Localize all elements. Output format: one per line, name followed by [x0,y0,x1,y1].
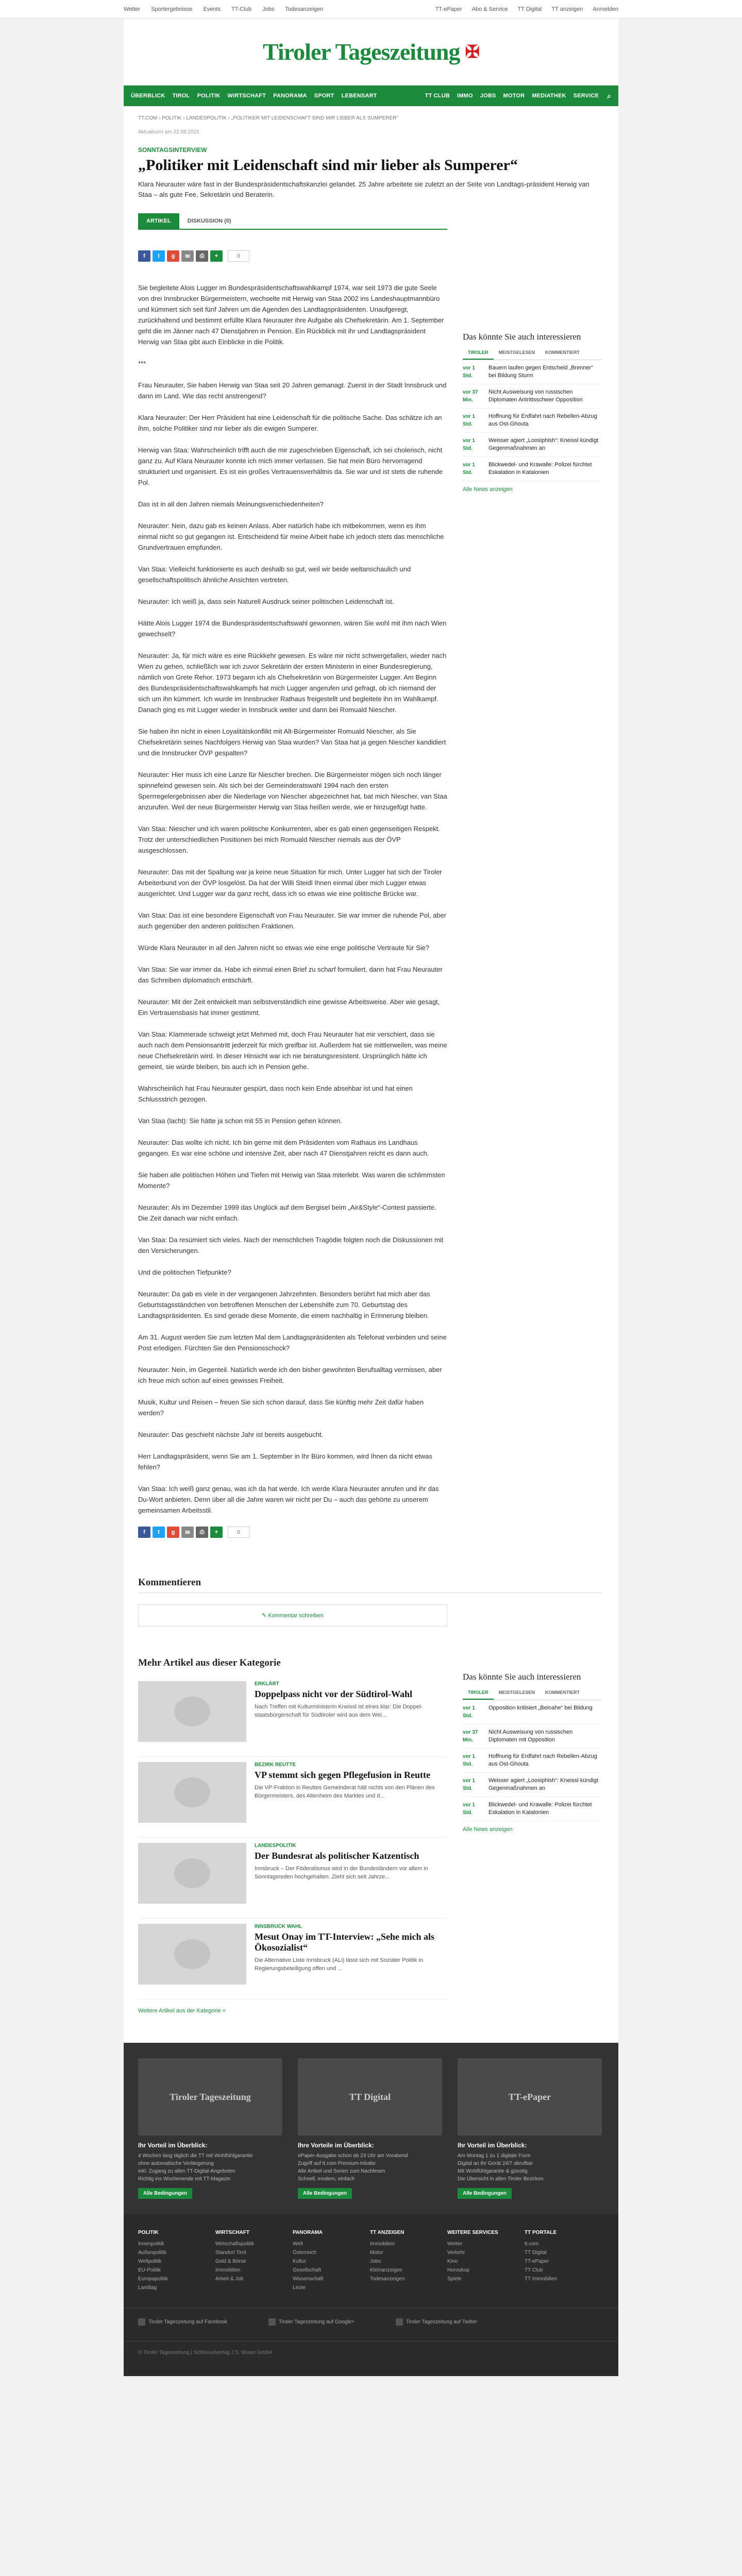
article-paragraph: Herr Landtagspräsident, wenn Sie am 1. September in Ihr Büro kommen, wird Ihnen da nicht etwas fehlen? [138,1452,432,1471]
article-thumbnail[interactable] [138,1843,246,1904]
nav-item[interactable]: TT CLUB [425,93,450,99]
promo-column [138,2058,282,2199]
promo-button[interactable]: Alle Bedingungen [138,2188,192,2199]
sidebar-news-item[interactable] [463,1749,602,1773]
sidebar-news-item[interactable] [463,360,602,384]
nav-item[interactable]: IMMO [457,93,473,99]
article-body [138,282,447,1516]
footer-link[interactable]: EU-Politik [138,2267,161,2273]
promo-benefits [458,2152,602,2183]
sidebar-tab[interactable]: MEISTGELESEN [498,350,535,355]
email-icon[interactable]: ✉ [181,1527,194,1538]
related-teaser: Innsbruck – Der Föderalismus wird in der Bundesländern vor allem in Sonntagsreden hochgehalten. Zieht sich seit Jahrze... [255,1866,428,1880]
sidebar-tab[interactable]: MEISTGELESEN [498,1690,535,1695]
print-icon[interactable]: ⎙ [196,250,208,262]
article-paragraph: Herwig van Staa: Wahrscheinlich trifft auch die mir zugeschrieben Eigenschaft, ich sei cholerisch, nicht ganz zu. Auf Klara Neurauter konnte ich mich immer verlassen. Sie hat mein Büro hervorragend strukturiert und organisiert. Es ist ein großes Vertrauensverhältnis da. Sie war und ist stets die ruhende Pol. [138,446,443,486]
footer-link[interactable]: Gesellschaft [293,2267,322,2273]
utility-link[interactable]: TT anzeigen [551,6,583,12]
footer-link[interactable]: Immobilien [215,2267,241,2273]
footer-link[interactable]: Kultur [293,2259,307,2264]
promo-benefit: Schnell, modern, einfach [298,2176,355,2182]
footer-link[interactable]: Wissenschaft [293,2276,324,2282]
sidebar-title: Das könnte Sie auch interessieren [463,1672,581,1682]
sidebar-news-item[interactable] [463,1773,602,1797]
news-headline: Nicht Ausweisung von russischen Diplomaten mit Opposition [488,1729,573,1743]
print-icon[interactable]: ⎙ [196,1527,208,1538]
promo-button[interactable]: Alle Bedingungen [458,2188,512,2199]
footer-link[interactable]: TT Digital [525,2250,547,2256]
footer-column-title[interactable]: PANORAMA [293,2230,323,2235]
article-thumbnail[interactable] [138,1681,246,1742]
facebook-link[interactable] [138,2318,227,2326]
article-paragraph: Van Staa: Das ist eine besondere Eigenschaft von Frau Neurauter. Sie war immer die ruhende Pol, aber auch gegenüber den anderen politischen Fraktionen. [138,911,447,930]
promo-benefit: Am Montag 1 zu 1 digitale Form [458,2153,531,2159]
footer-navigation [124,2214,618,2308]
article-paragraph: Neurauter: Ich weiß ja, dass sein Naturell Ausdruck seiner politischen Leidenschaft ist. [138,598,394,605]
related-layout [124,1626,618,2022]
article-paragraph: Musik, Kultur und Reisen – freuen Sie sich schon darauf, dass Sie künftig mehr Zeit dafür haben werden? [138,1398,424,1417]
footer-link[interactable]: Horoskop [447,2267,469,2273]
sidebar-more-link[interactable]: Alle News anzeigen [463,1826,513,1833]
sidebar-bottom [463,1657,602,2022]
footer-link[interactable]: Wetter [447,2241,463,2247]
article-paragraph: Neurauter: Nein, im Gegenteil. Natürlich werde ich den bisher gewohnten Berufsalltag vermissen, aber ich freue mich schon auf eines gewisses Freiheit. [138,1366,442,1384]
article-lead: Klara Neurauter wäre fast in der Bundespräsidentschaftskanzlei gelandet. 25 Jahre arbeitete sie zuletzt an der Seite von Landtags-präsident Herwig van Staa – als gute Fee, Sekretärin und Beraterin. [138,180,589,198]
article-paragraph: Neurauter: Da gab es viele in der vergangenen Jahrzehnten. Besonders berührt hat mich aber das Geburtstagsständchen von betroffenen Menschen der Lebenshilfe zum 70. Geburtstag des Landtagspräsidenten. Es sind gerade diese Momente, die einem nachhaltig in Erinnerung bleiben. [138,1290,430,1319]
google-plus-icon[interactable]: g [167,250,179,262]
promo-button[interactable]: Alle Bedingungen [298,2188,352,2199]
share-more-icon[interactable]: + [210,1527,223,1538]
utility-link[interactable]: TT-Club [231,6,252,12]
related-headline[interactable]: Mesut Onay im TT-Interview: „Sehe mich als Ökosozialist“ [255,1931,434,1953]
promo-title: Ihre Vorteile im Überblick: [298,2142,374,2149]
news-time: vor 1 Std. [463,1705,475,1719]
utility-link[interactable]: Sportergebnisse [151,6,193,12]
sidebar-news-item[interactable] [463,1724,602,1749]
footer-link[interactable]: Kino [447,2259,458,2264]
search-icon[interactable]: ⌕ [607,91,611,100]
news-headline: Hoffnung für Erdfahrt nach Rebellen-Abzug aus Ost-Ghouta [488,1753,597,1767]
share-bar [138,250,447,262]
twitter-label: Tiroler Tageszeitung auf Twitter [406,2319,478,2325]
news-headline: Blickwedel- und Krawalle: Polizei fürchtet Eskalation in Katalonien [488,1802,592,1816]
google-plus-icon [268,2318,276,2326]
promo-benefit: Mit Wohlfühlgarantie & günstig [458,2168,528,2174]
google-plus-label: Tiroler Tageszeitung auf Google+ [278,2319,355,2325]
article-paragraph: Neurauter: Ja, für mich wäre es eine Rückkehr gewesen. Es wäre mir nicht schwergefallen, wieder nach Wien zu gehen, schließlich war ich zuvor Sekretärin der ersten Ministerin in einer Bundesregierung, nämlich von Grete Rehor. 1973 begann ich als Chefsekretärin von Bürgermeister Lugger. Am Beginn des Bundespräsidentschaftswahlkampfs hat mich Lugger angerufen und gefragt, ob ich niemand der sich um ihn kümmert. Ich wurde im Innsbrucker Rathaus freigestellt und begleitete ihn im Wahlkampf. Danach ging es mit Lugger wieder in Innsbruck weiter und dann bei Romuald Niescher. [138,652,447,714]
promo-column [458,2058,602,2199]
sidebar-news-item[interactable] [463,433,602,457]
footer-column-title[interactable]: WEITERE SERVICES [447,2230,498,2235]
news-headline: Blickwedel- und Krawalle: Polizei fürchtet Eskalation in Katalonien [488,462,592,476]
footer-link[interactable]: Standort Tirol [215,2250,246,2256]
nav-item[interactable]: WIRTSCHAFT [227,93,266,99]
utility-links-right [427,6,618,12]
utility-link[interactable]: Todesanzeigen [285,6,324,12]
news-time: vor 37 Min. [463,1730,478,1743]
news-headline: Weisser agiert „Loosiphish“: Kneissl kündigt Gegenmaßnahmen an [488,437,599,451]
promo-image: Tiroler Tageszeitung [138,2058,282,2136]
article-paragraph: Wahrscheinlich hat Frau Neurauter gespürt, dass noch kein Ende absehbar ist und hat einen Schlussstrich gezogen. [138,1084,413,1103]
news-time: vor 1 Std. [463,1754,475,1767]
promo-image: TT-ePaper [458,2058,602,2136]
footer-link[interactable]: tt.com [525,2241,539,2247]
footer-link[interactable]: Europapolitik [138,2276,168,2282]
related-headline[interactable]: Doppelpass nicht vor der Südtirol-Wahl [255,1689,413,1699]
article-paragraph: Van Staa: Niescher und ich waren politische Konkurrenten, aber es gab einen gegenseitigen Respekt. Trotz der unterschiedlichen Positionen bei mich Romuald Niescher niemals aus der ÖVP ausgeschlossen. [138,825,440,854]
related-article[interactable] [138,1919,447,1999]
article-paragraph: Neurauter: Das geschieht nächste Jahr ist bereits ausgebucht. [138,1431,324,1438]
news-time: vor 1 Std. [463,1802,475,1816]
sidebar-news-item[interactable] [463,1700,602,1724]
related-headline[interactable]: VP stemmt sich gegen Pflegefusion in Reutte [255,1770,430,1780]
footer-social [124,2308,618,2341]
footer-link[interactable]: Immobilien [370,2241,395,2247]
promo-benefit: Zugriff auf tt.com Premium-Inhalte [298,2161,376,2166]
tab-discussion[interactable]: DISKUSSION (0) [187,218,231,224]
related-teaser: Nach Treffen mit Kulturministerin Kneissl ist eines klar: Die Doppel-staatsbürgerschaft für Südtiroler wird aus dem Wei... [255,1704,423,1718]
nav-item[interactable]: SPORT [314,93,334,99]
promo-benefit: Digital an Ihr Gerät 24/7 abrufbar [458,2161,533,2166]
nav-item[interactable]: ÜBERBLICK [131,93,165,99]
article-thumbnail[interactable] [138,1924,246,1985]
footer-link[interactable]: Welt [293,2241,303,2247]
promo-benefits [138,2152,282,2183]
sidebar-tab[interactable]: KOMMENTIERT [545,1690,580,1695]
footer-link[interactable]: TT Club [525,2267,543,2273]
news-headline: Nicht Ausweisung von russischen Diplomaten Antrittsschwer Opposition [488,389,583,403]
promo-benefit: ohne automatische Verlängerung [138,2161,214,2166]
related-article[interactable] [138,1676,447,1757]
related-article-text [255,1843,447,1904]
article-paragraph: Sie haben alle politischen Höhen und Tiefen mit Herwig van Staa miterlebt. Was waren die schlimmsten Momente? [138,1171,445,1190]
article-tabs [138,213,447,230]
facebook-icon[interactable]: f [138,1527,150,1538]
twitter-icon[interactable]: t [153,250,165,262]
update-timestamp: Aktualisiert am 22.08.2015 [138,129,199,135]
promo-benefit: Richtig ins Wochenende mit TT-Magazin [138,2176,231,2182]
article-paragraph: Sie haben ihn nicht in einen Loyalitätskonflikt mit Alt-Bürgermeister Romuald Niescher, als Sie Chefsekretärin seines Nachfolgers Herwig van Staa wurden? Van Staa hat ja gegen Niescher kandidiert und die Innsbrucker ÖVP gespalten? [138,727,446,757]
related-kicker: LANDESPOLITIK [255,1843,296,1849]
sidebar-tab[interactable]: TIROLER [463,346,494,360]
twitter-link[interactable] [396,2318,477,2326]
footer-column [525,2230,596,2292]
article-paragraph: Würde Klara Neurauter in all den Jahren nicht so etwas wie eine enge politische Vertraute für Sie? [138,944,430,952]
comments-section [124,1558,618,1626]
sidebar-more-link[interactable]: Alle News anzeigen [463,486,513,493]
breadcrumb[interactable]: TT.COM › POLITIK › LANDESPOLITIK › „POLITIKER MIT LEIDENSCHAFT SIND MIR LIEBER ALS SUMPERER“ [138,115,398,121]
google-plus-icon[interactable]: g [167,1527,179,1538]
twitter-icon [396,2318,403,2326]
article-kicker: SONNTAGSINTERVIEW [138,146,207,154]
article-paragraph: Van Staa: Sie war immer da. Habe ich einmal einen Brief zu scharf formuliert, dann hat Frau Neurauter das Schreiben diplomatisch entschärft. [138,965,443,984]
article-paragraph: Van Staa (lacht): Sie hätte ja schon mit 55 in Pension gehen können. [138,1117,342,1125]
article-paragraph: Das ist in all den Jahren niemals Meinungsverschiedenheiten? [138,500,324,508]
promo-benefit: Alle Artikel und Serien zum Nachlesen [298,2168,385,2174]
nav-item[interactable]: MOTOR [503,93,525,99]
login-link[interactable]: Anmelden [593,6,618,12]
article-paragraph: Neurauter: Das wollte ich nicht. Ich bin gerne mit dem Präsidenten vom Rathaus ins Landhaus gegangen. Es war eine schöne und intensive Zeit, aber nach 47 Dienstjahren reicht es dann auch. [138,1139,429,1157]
news-time: vor 37 Min. [463,389,478,403]
footer-link[interactable]: Innenpolitik [138,2241,164,2247]
promo-benefits [298,2152,442,2183]
related-article-text [255,1762,447,1823]
utility-link[interactable]: Abo & Service [471,6,508,12]
email-icon[interactable]: ✉ [181,250,194,262]
news-headline: Hoffnung für Erdfahrt nach Rebellen-Abzug aus Ost-Ghouta [488,413,597,427]
footer-column [370,2230,441,2292]
related-teaser: Die Alternative Liste Innsbruck (ALi) lässt sich mit Sozialer Politik in Regierungsbeteiligung offen und ... [255,1957,424,1972]
sidebar-list [463,360,602,481]
nav-item[interactable]: JOBS [480,93,496,99]
footer-link[interactable]: Geld & Börse [215,2259,246,2264]
logo-text: Tiroler Tageszeitung [262,39,460,65]
related-headline[interactable]: Der Bundesrat als politischer Katzentisch [255,1851,419,1861]
tab-article[interactable]: ARTIKEL [138,213,179,229]
footer-link[interactable]: Außenpolitik [138,2250,167,2256]
article-paragraph: Neurauter: Als im Dezember 1999 das Unglück auf dem Bergisel beim „Air&Style“-Contest passierte. Die Zeit danach war nicht einfach. [138,1204,436,1222]
footer-link[interactable]: Wirtschaftspolitik [215,2241,255,2247]
article-paragraph: Neurauter: Hier muss ich eine Lanze für Niescher brechen. Die Bürgermeister mögen sich noch länger spinnefeind gewesen sein. Als sich bei der Gemeinderatswahl 1994 nach den ersten Sperrregelergebnissen aber die Niederlage von Niescher abgezeichnet hat, bat mich Niescher, van Staa anzurufen. Weil der neue Bürgermeister Herwig van Staa heißen werde, wie er hinzugefügt hatte. [138,771,447,811]
article-paragraph: Hätte Alois Lugger 1974 die Bundespräsidentschaftswahl gewonnen, wären Sie wohl mit ihm nach Wien gewechselt? [138,619,447,638]
sidebar-news-item[interactable] [463,409,602,433]
footer-column [447,2230,518,2292]
footer-column-title[interactable]: TT PORTALE [525,2230,557,2235]
related-article-text [255,1681,447,1742]
facebook-label: Tiroler Tageszeitung auf Facebook [148,2319,227,2325]
article-paragraph: Van Staa: Da resümiert sich vieles. Nach der menschlichen Tragödie folgten noch die Diskussionen mit den Versicherungen. [138,1236,444,1255]
footer-column [215,2230,286,2292]
related-kicker: ERKLÄRT [255,1681,279,1687]
nav-item[interactable]: PANORAMA [273,93,307,99]
footer-link[interactable]: Kleinanzeigen [370,2267,402,2273]
related-title: Mehr Artikel aus dieser Kategorie [138,1657,281,1668]
footer-link[interactable]: Jobs [370,2259,381,2264]
share-bar-bottom [138,1527,447,1538]
google-plus-link[interactable] [268,2318,355,2326]
sidebar-tabs [463,1686,602,1700]
news-time: vor 1 Std. [463,438,475,451]
site-logo[interactable] [263,38,479,65]
news-time: vor 1 Std. [463,1778,475,1791]
article-paragraph: Neurauter: Mit der Zeit entwickelt man selbstverständlich eine gewisse Arbeitsweise. Aber wie gesagt, Ein Vertrauensbasis hat immer gestimmt. [138,998,440,1016]
footer-link[interactable]: TT Immobilien [525,2276,558,2282]
share-count: 0 [228,1527,249,1538]
nav-item[interactable]: LEBENSART [341,93,377,99]
sidebar-tab[interactable]: TIROLER [463,1686,494,1700]
sidebar-news-item[interactable] [463,384,602,409]
footer-column-title[interactable]: TT ANZEIGEN [370,2230,404,2235]
article-headline: „Politiker mit Leidenschaft sind mir lieber als Sumperer“ [138,157,518,174]
page-container [124,19,618,2376]
promo-benefit: 4 Wochen lang täglich die TT mit Wohlfühlgarantie [138,2153,253,2159]
related-kicker: BEZIRK REUTTE [255,1762,296,1768]
footer-link[interactable]: TT-ePaper [525,2259,549,2264]
sidebar-news-item[interactable] [463,457,602,481]
utility-links-left [124,6,332,12]
related-article-text [255,1924,447,1985]
related-kicker: INNSBRUCK WAHL [255,1924,302,1929]
footer-column [138,2230,209,2292]
utility-link[interactable]: TT-ePaper [435,6,462,12]
promo-title: Ihr Vorteil im Überblick: [458,2142,527,2149]
copyright: © Tiroler Tageszeitung | Schlüsselverlag J.S. Moser GmbH [124,2341,618,2376]
eagle-icon: ✠ [465,42,480,62]
related-list [138,1676,447,1999]
promo-benefit: ePaper-Ausgabe schon ab 23 Uhr am Vorabend [298,2153,408,2159]
facebook-icon[interactable]: f [138,250,150,262]
news-headline: Bauern laufen gegen Entscheid „Brenner“ bei Bildung Sturm [488,365,594,379]
promo-column [298,2058,442,2199]
comments-title: Kommentieren [138,1577,602,1593]
promo-title: Ihr Vorteil im Überblick: [138,2142,208,2149]
nav-item[interactable]: SERVICE [573,93,599,99]
related-more-link[interactable]: Weitere Artikel aus der Kategorie » [138,2008,226,2014]
sidebar-tabs [463,346,602,360]
write-comment-label: Kommentar schreiben [268,1613,324,1619]
article-paragraph: Sie begleitete Alois Lugger im Bundespräsidentschaftswahlkampf 1974, war seit 1973 die gute Seele von drei Innsbrucker Bürgermeistern, wechselte mit Herwig van Staa 2002 ins Landeshauptmannbüro und kümmert sich seit fünf Jahren um die Agenden des Landtagspräsidenten. Unaufgeregt, zurückhaltend und bestimmt erfüllte Klara Neurauter ihre Aufgabe als Chefsekretärin. Am 1. September geht die im Jänner nach 47 Dienstjahren in Pension. Ein Rückblick mit ihr und Landtagspräsident Herwig van Staa gibt auch Einblicke in die Politik. [138,284,444,346]
related-teaser: Die VP-Fraktion in Reuttes Gemeinderat hält nichts von den Plänen des Bürgermeisters, des Altenheim des Marktes und d... [255,1785,435,1799]
sidebar [463,146,602,1558]
article-paragraph: Am 31. August werden Sie zum letzten Mal dem Landtagspräsidenten als Telefonat verbinden und seine Post erledigen. Fürchten Sie den Pensionsschock? [138,1333,447,1352]
main-navigation [124,86,618,106]
site-footer [124,2043,618,2376]
share-more-icon[interactable]: + [210,250,223,262]
comment-icon: ✎ [262,1613,268,1619]
utility-bar [0,0,742,19]
article-paragraph: Van Staa: Ich weiß ganz genau, was ich da hat werde. Ich werde Klara Neurauter anrufen und ihr das Du-Wort anbieten. Denn über all die Jahre waren wir nicht per Du – auch das gehörte zu unserem gemeinsamen Arbeitsstil. [138,1485,439,1514]
footer-link[interactable]: Österreich [293,2250,317,2256]
nav-item[interactable]: MEDIATHEK [532,93,566,99]
news-headline: Opposition kritisiert „Beinahe“ bei Bildung [488,1705,593,1711]
article-paragraph: Und die politischen Tiefpunkte? [138,1268,231,1276]
utility-link[interactable]: TT Digital [517,6,542,12]
article-paragraph: *** [138,360,146,367]
sidebar-news-item[interactable] [463,1797,602,1821]
footer-link[interactable]: Verkehr [447,2250,465,2256]
nav-item[interactable]: POLITIK [197,93,221,99]
footer-link[interactable]: Weltpolitik [138,2259,162,2264]
footer-link[interactable]: Landtag [138,2285,157,2291]
article-paragraph: Van Staa: Klammerade schweigt jetzt Mehmed mit, doch Frau Neurauter hat mir verschiert, dass sie auch nach dem Pensionsantritt jederzeit für mich greifbar ist. Außerdem hat sie mittlerweilen, was meine neue Chefsekretärin wird. In dieser Hinsicht war ich nie beratungsresistent. Ursprünglich hätte ich gemeint, sie würde bleiben, bis auch ich in Pension gehe. [138,1030,447,1071]
masthead [124,19,618,86]
news-headline: Weisser agiert „Loosiphish“: Kneissl kündigt Gegenmaßnahmen an [488,1777,599,1791]
facebook-icon [138,2318,145,2326]
sidebar-list [463,1700,602,1821]
related-article[interactable] [138,1757,447,1838]
related-article[interactable] [138,1838,447,1919]
promo-image: TT Digital [298,2058,442,2136]
nav-item[interactable]: TIROL [172,93,190,99]
utility-link[interactable]: Jobs [262,6,275,12]
footer-column [293,2230,364,2292]
footer-link[interactable]: Leute [293,2285,306,2291]
article-paragraph: Van Staa: Vielleicht funktionierte es auch deshalb so gut, weil wir beide weltanschaulich und gesellschaftspolitisch ähnliche Ansichten vertreten. [138,565,411,584]
news-time: vor 1 Std. [463,462,475,476]
sidebar-tab[interactable]: KOMMENTIERT [545,350,580,355]
utility-link[interactable]: Wetter [124,6,141,12]
article-paragraph: Frau Neurauter, Sie haben Herwig van Staa seit 20 Jahren gemanagt. Zuerst in der Stadt Innsbruck und dann im Land. Wie das recht anstrengend? [138,381,447,400]
article-thumbnail[interactable] [138,1762,246,1823]
footer-link[interactable]: Todesanzeigen [370,2276,405,2282]
footer-link[interactable]: Arbeit & Job [215,2276,244,2282]
promo-benefit: Die Übersicht in allen Tiroler Bezirken [458,2176,544,2182]
footer-link[interactable]: Motor [370,2250,383,2256]
article-paragraph: Neurauter: Nein, dazu gab es keinen Anlass. Aber natürlich habe ich mitbekommen, wenn es ihm einmal nicht so gut gegangen ist. Entscheidend für meine Arbeit habe ich jedoch stets das menschliche Grundvertrauen empfunden. [138,522,444,551]
related-articles [138,1657,447,2022]
article-paragraph: Neurauter: Das mit der Spaltung war ja keine neue Situation für mich. Unter Lugger hat sich der Tiroler Arbeiterbund von der ÖVP losgelöst. Da hat der Willi Steidl Ihnen einmal über mich Lugger etwas ausgerichtet. Und Lugger war da ganz recht, dass ich so etwas wie eine politische Brücke war. [138,868,442,897]
share-count: 0 [228,250,249,262]
news-time: vor 1 Std. [463,365,475,379]
article-paragraph: Klara Neurauter: Der Herr Präsident hat eine Leidenschaft für die politische Sache. Das schätze ich an ihm, solche Politiker sind mir lieber als die ewigen Sumperer. [138,414,442,432]
twitter-icon[interactable]: t [153,1527,165,1538]
utility-link[interactable]: Events [203,6,221,12]
sidebar-title: Das könnte Sie auch interessieren [463,332,581,342]
footer-column-title[interactable]: POLITIK [138,2230,159,2235]
promo-benefit: inkl. Zugang zu allen TT-Digital-Angeboten [138,2168,235,2174]
article-layout [124,146,618,1558]
subscription-promo [124,2043,618,2214]
news-time: vor 1 Std. [463,414,475,427]
footer-column-title[interactable]: WIRTSCHAFT [215,2230,250,2235]
footer-link[interactable]: Spiele [447,2276,462,2282]
write-comment-button[interactable] [138,1604,447,1626]
